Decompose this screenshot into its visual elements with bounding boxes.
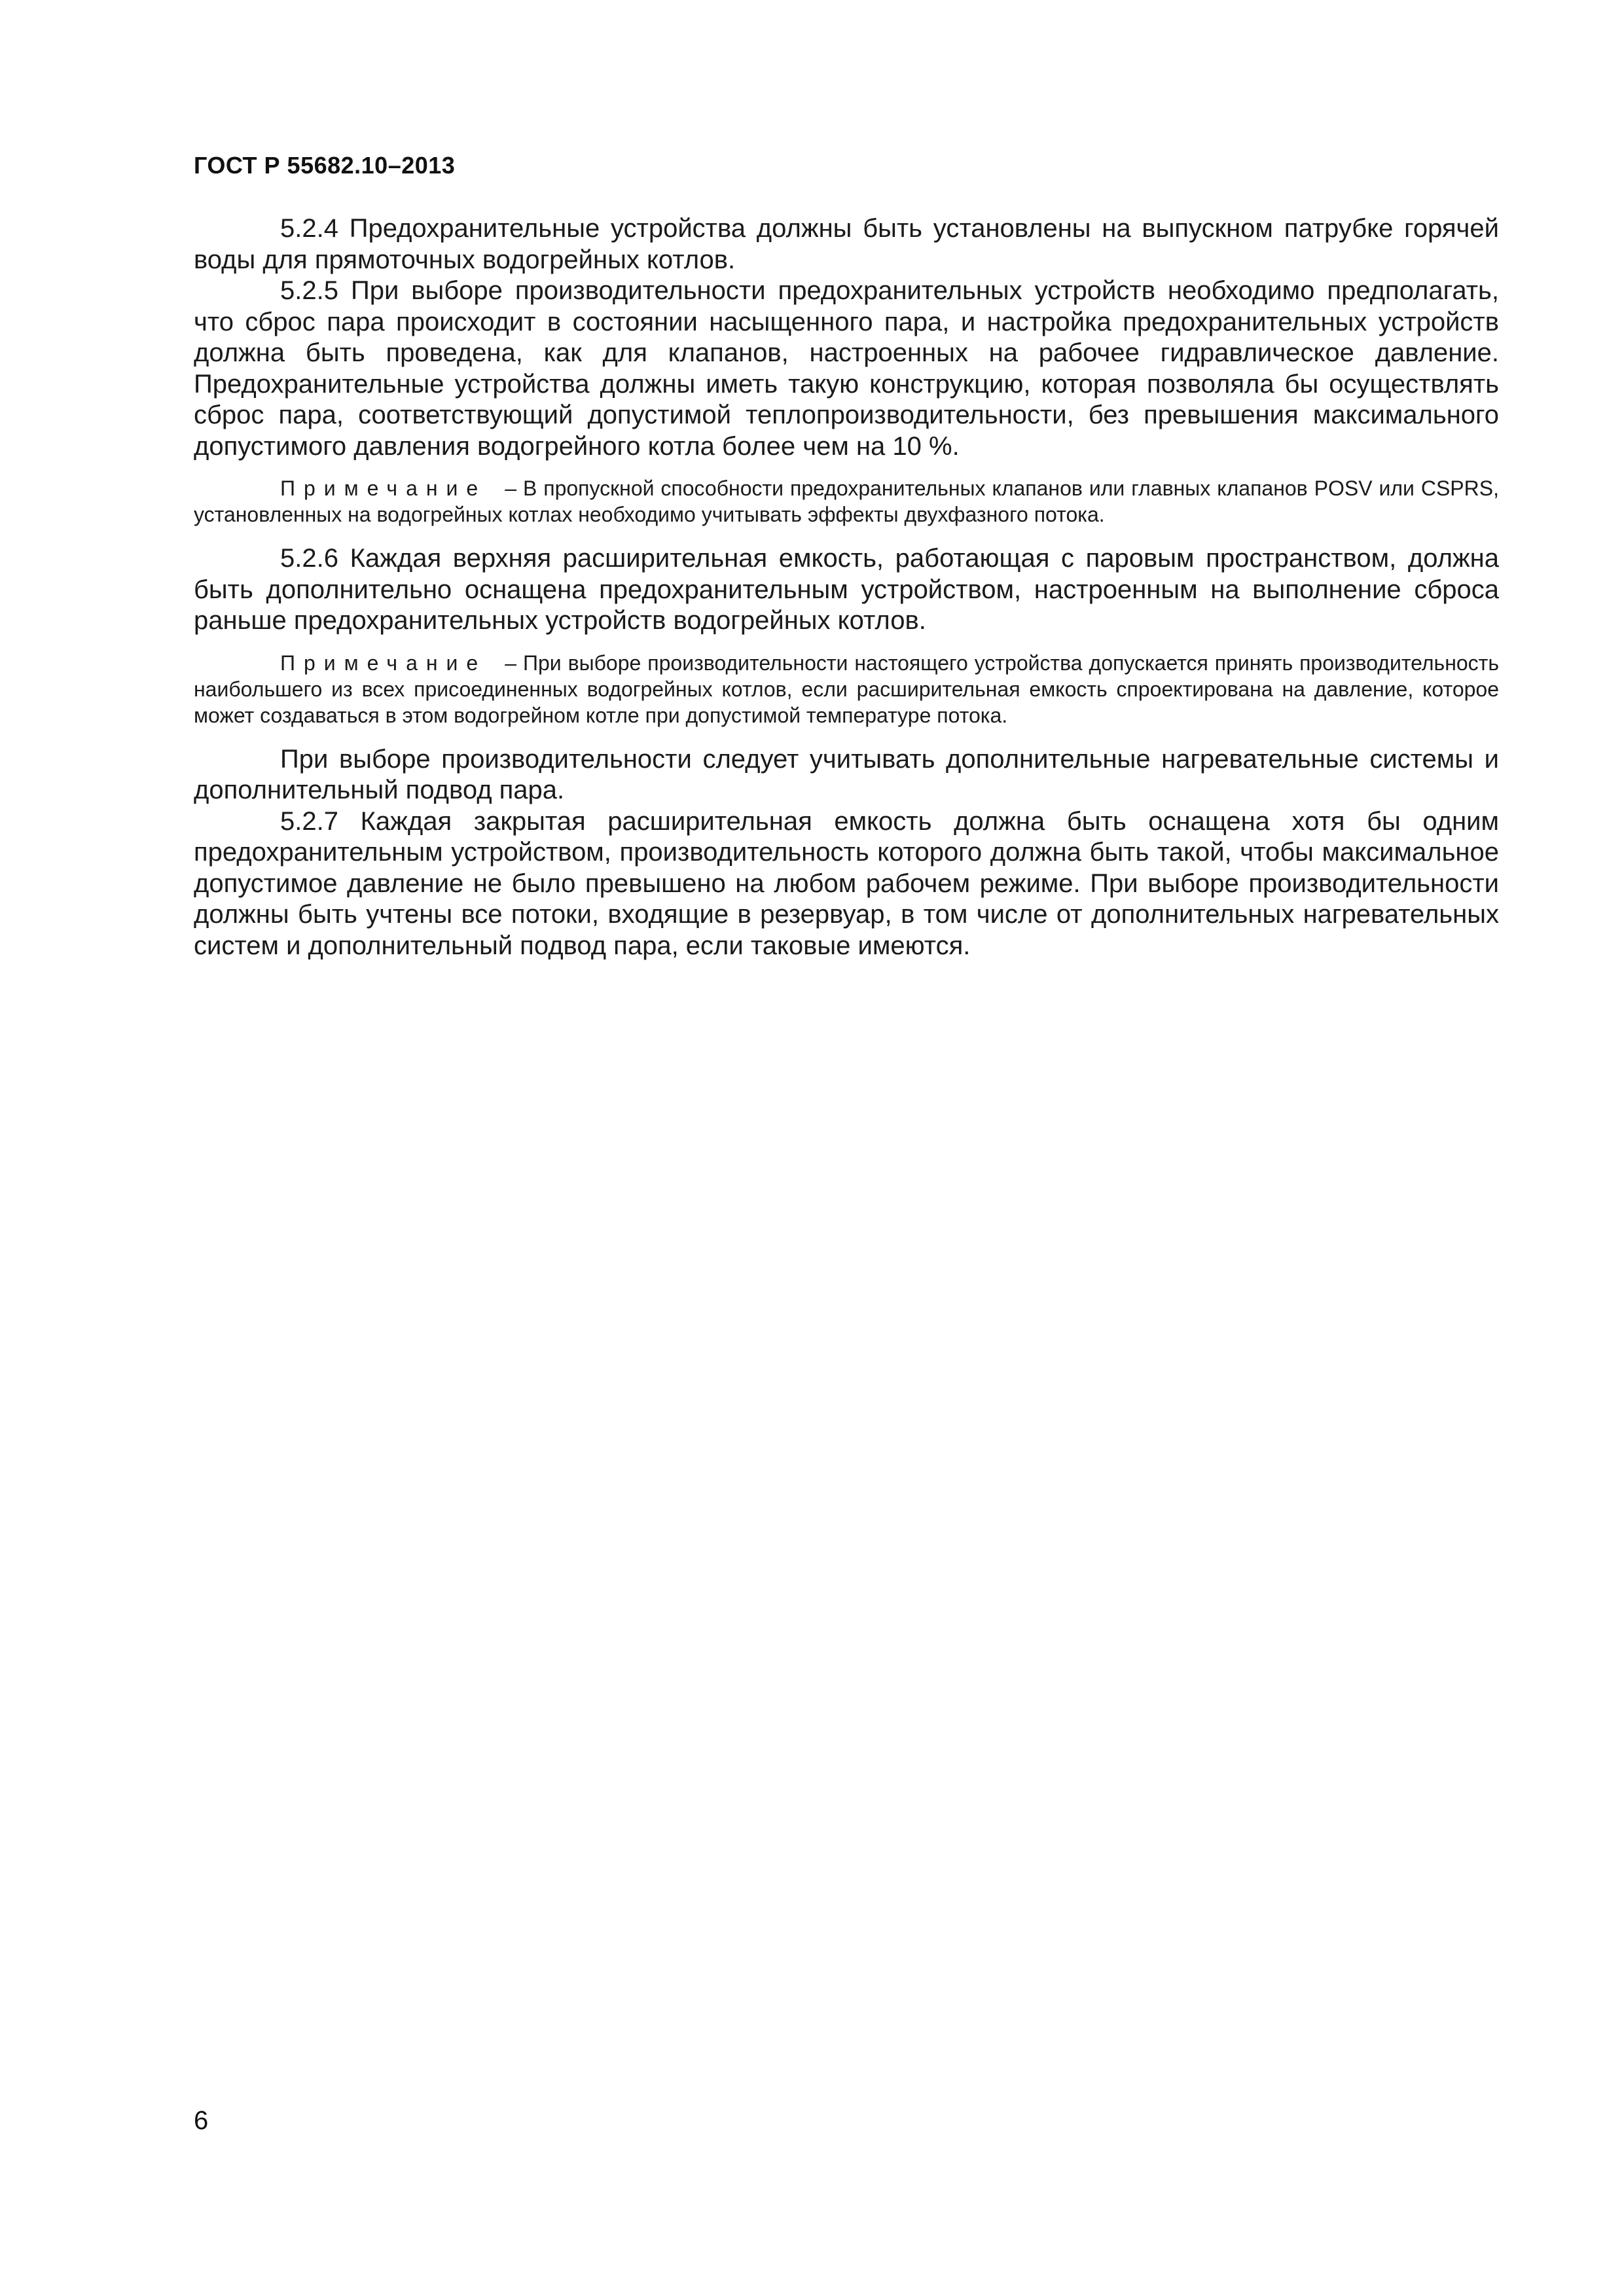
paragraph-5-2-5: 5.2.5 При выборе производительности предохранительных устройств необходимо предполагать, что сброс пара происходит в состоянии насыщенного пара, и настройка предохранительных устройств должна быть проведена, как для клапанов, настроенных на рабочее гидравлическое давление. Предохранительные устройства должны иметь такую конструкцию, которая позволяла бы осуществлять сброс пара, соответствующий допустимой теплопроизводительности, без превышения максимального допустимого давления водогрейного котла более чем на 10 %. [194, 276, 1499, 461]
paragraph-selection: При выборе производительности следует учитывать дополнительные нагревательные системы и дополнительный подвод пара. [194, 744, 1499, 804]
paragraph-5-2-7: 5.2.7 Каждая закрытая расширительная емкость должна быть оснащена хотя бы одним предохранительным устройством, производительность которого должна быть такой, чтобы максимальное допустимое давление не было превышено на любом рабочем режиме. При выборе производительности должны быть учтены все потоки, входящие в резервуар, в том числе от дополнительных нагревательных систем и дополнительный подвод пара, если таковые имеются. [194, 806, 1499, 960]
note-text: – При выборе производительности настоящего устройства допускается принять производительность наибольшего из всех присоединенных водогрейных котлов, если расширительная емкость спроектирована на давление, которое может создаваться в этом водогрейном котле при допустимой температуре потока. [194, 651, 1499, 727]
page-number: 6 [194, 2106, 209, 2135]
document-body [194, 213, 1499, 961]
paragraph-5-2-6: 5.2.6 Каждая верхняя расширительная емкость, работающая с паровым пространством, должна быть дополнительно оснащена предохранительным устройством, настроенным на выполнение сброса раньше предохранительных устройств водогрейных котлов. [194, 544, 1499, 635]
note-label: Примечание [280, 476, 487, 500]
note-text: – В пропускной способности предохранительных клапанов или главных клапанов POSV или CSPRS, установленных на водогрейных котлах необходимо учитывать эффекты двухфазного потока. [194, 476, 1499, 526]
note-1 [194, 475, 1499, 528]
paragraph-5-2-4: 5.2.4 Предохранительные устройства должны быть установлены на выпускном патрубке горячей воды для прямоточных водогрейных котлов. [194, 214, 1499, 274]
document-header: ГОСТ Р 55682.10–2013 [194, 152, 456, 179]
note-2 [194, 650, 1499, 728]
note-label: Примечание [280, 651, 487, 675]
